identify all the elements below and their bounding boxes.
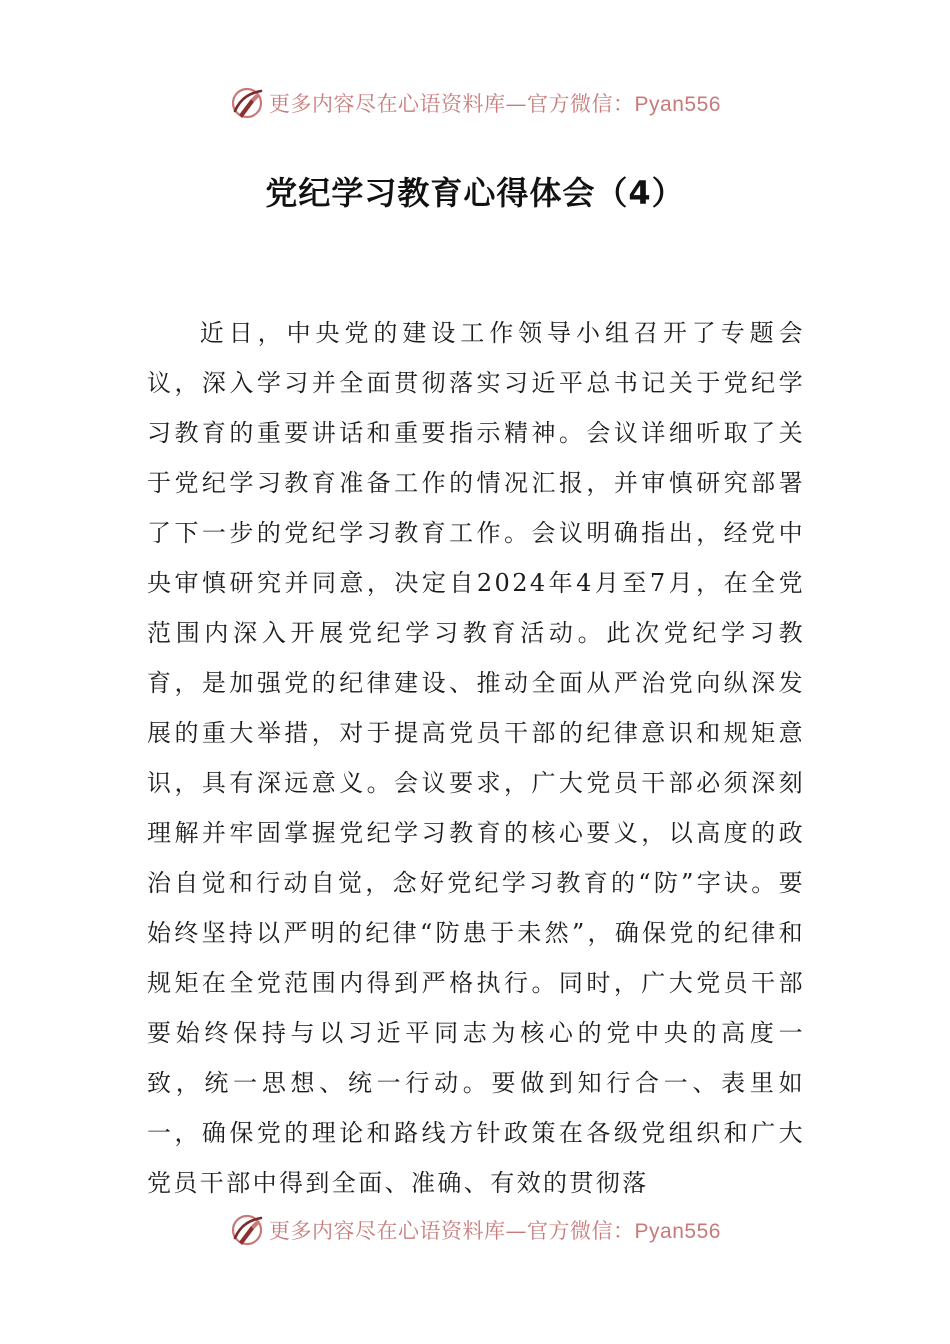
footer-banner: [0, 1210, 950, 1250]
header-wechat-id: Pyan556: [634, 93, 721, 116]
body-paragraph: 近日，中央党的建设工作领导小组召开了专题会议，深入学习并全面贯彻落实习近平总书记关于党纪学习教育的重要讲话和重要指示精神。会议详细听取了关于党纪学习教育准备工作的情况汇报，并审慎研究部署了下一步的党纪学习教育工作。会议明确指出，经党中央审慎研究并同意，决定自2024年4月至7月，在全党范围内深入开展党纪学习教育活动。此次党纪学习教育，是加强党的纪律建设、推动全面从严治党向纵深发展的重大举措，对于提高党员干部的纪律意识和规矩意识，具有深远意义。会议要求，广大党员干部必须深刻理解并牢固掌握党纪学习教育的核心要义，以高度的政治自觉和行动自觉，念好党纪学习教育的“防”字诀。要始终坚持以严明的纪律“防患于未然”，确保党的纪律和规矩在全党范围内得到严格执行。同时，广大党员干部要始终保持与以习近平同志为核心的党中央的高度一致，统一思想、统一行动。要做到知行合一、表里如一，确保党的理论和路线方针政策在各级党组织和广大党员干部中得到全面、准确、有效的贯彻落: [147, 319, 805, 1197]
footer-banner-text: 更多内容尽在心语资料库—官方微信：Pyan556: [269, 1219, 721, 1243]
header-banner-text: 更多内容尽在心语资料库—官方微信：Pyan556: [269, 92, 721, 116]
header-banner: [0, 83, 950, 123]
pen-logo-icon: [229, 1212, 265, 1248]
pen-logo-icon: [229, 85, 265, 121]
document-title: 党纪学习教育心得体会（4）: [265, 174, 685, 212]
footer-wechat-id: Pyan556: [634, 1220, 721, 1243]
